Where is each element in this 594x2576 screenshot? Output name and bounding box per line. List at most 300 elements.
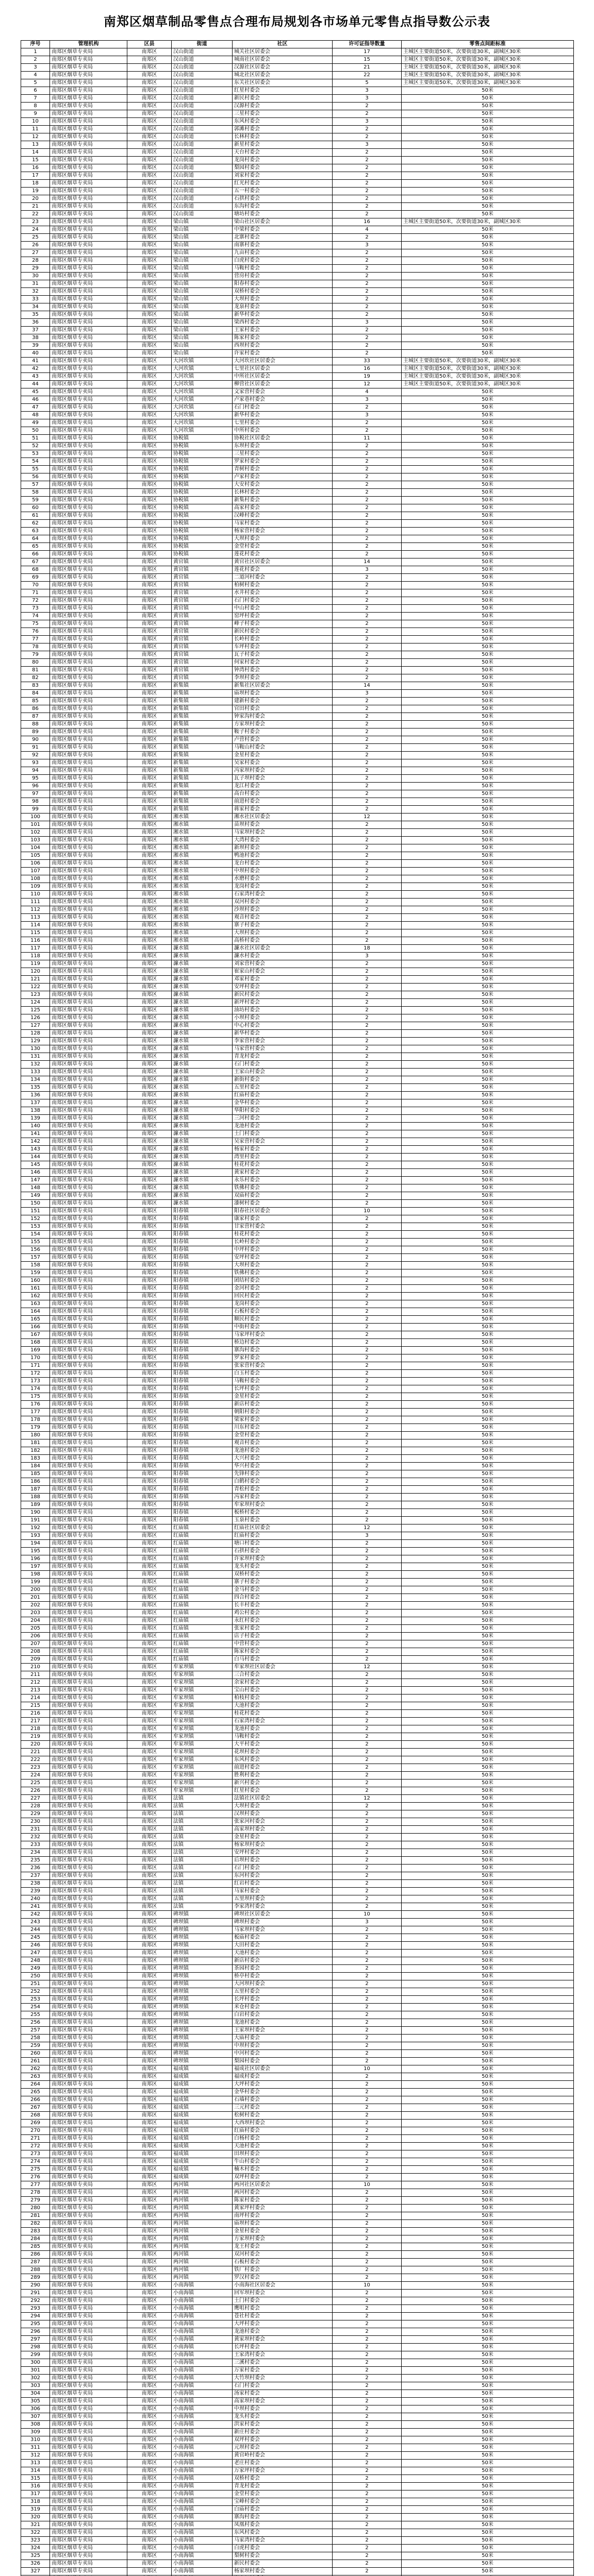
row-index: 66 [21,551,50,558]
row-district: 南郑区 [127,1393,172,1401]
row-district: 南郑区 [127,1285,172,1293]
row-community: 李家营村委会 [233,1038,333,1045]
row-index: 1 [21,48,50,56]
row-community: 冯家坝村委会 [233,767,333,775]
row-index: 89 [21,728,50,736]
row-district: 南郑区 [127,497,172,504]
row-index: 166 [21,1324,50,1331]
row-index: 187 [21,1486,50,1494]
row-community: 楠木村委会 [233,2166,333,2174]
row-community: 营房村委会 [233,273,333,280]
row-street: 新集镇 [172,798,233,806]
row-org: 南郑区烟草专卖局 [50,1965,127,1973]
table-row [21,2405,574,2413]
row-license-count: 2 [333,234,402,242]
row-license-count: 2 [333,1733,402,1741]
row-spacing: 50米 [402,1208,574,1215]
row-street: 福成镇 [172,2120,233,2127]
table-row [21,2035,574,2042]
row-org: 南郑区烟草专卖局 [50,1617,127,1625]
row-street: 新集镇 [172,713,233,721]
row-community: 龙池村委会 [233,2328,333,2336]
row-license-count: 2 [333,2475,402,2483]
row-street: 阳春镇 [172,1354,233,1362]
row-index: 21 [21,203,50,211]
row-community: 石墙村委会 [233,2096,333,2104]
row-district: 南郑区 [127,1045,172,1053]
row-street: 法镇 [172,1841,233,1849]
table-row [21,1184,574,1192]
row-license-count: 33 [333,358,402,365]
row-org: 南郑区烟草专卖局 [50,2506,127,2514]
table-row [21,1401,574,1409]
row-community: 钟家沟村委会 [233,713,333,721]
row-street: 法镇 [172,1803,233,1810]
row-index: 4 [21,72,50,79]
row-spacing: 50米 [402,1725,574,1733]
row-spacing: 50米 [402,1656,574,1664]
row-index: 122 [21,984,50,991]
row-community: 高家坝村委会 [233,1826,333,1834]
row-spacing: 50米 [402,2405,574,2413]
row-district: 南郑区 [127,48,172,56]
row-spacing: 50米 [402,2058,574,2065]
row-index: 5 [21,79,50,87]
table-row [21,1501,574,1509]
row-license-count: 2 [333,1146,402,1154]
row-index: 280 [21,2205,50,2212]
row-community: 前进村委会 [233,1764,333,1772]
row-district: 南郑区 [127,2521,172,2529]
row-street: 小南海镇 [172,2413,233,2421]
row-community: 建新村委会 [233,698,333,705]
row-org: 南郑区烟草专卖局 [50,1439,127,1447]
row-index: 281 [21,2212,50,2220]
row-org: 南郑区烟草专卖局 [50,2382,127,2390]
row-org: 南郑区烟草专卖局 [50,759,127,767]
row-spacing: 50米 [402,875,574,883]
row-license-count: 2 [333,976,402,984]
row-community: 中所村委会 [233,427,333,435]
row-community: 官田村委会 [233,705,333,713]
row-spacing: 50米 [402,1432,574,1439]
row-community: 张家河村委会 [233,1818,333,1826]
row-index: 196 [21,1555,50,1563]
row-org: 南郑区烟草专卖局 [50,690,127,698]
row-street: 汉山街道 [172,95,233,103]
table-row [21,2498,574,2506]
row-license-count: 2 [333,1463,402,1470]
row-street: 小南海镇 [172,2537,233,2545]
row-district: 南郑区 [127,659,172,667]
row-spacing: 50米 [402,489,574,497]
row-index: 101 [21,821,50,829]
row-spacing: 50米 [402,558,574,566]
row-spacing: 50米 [402,1285,574,1293]
table-row [21,1092,574,1099]
row-license-count: 2 [333,582,402,589]
row-street: 黄官镇 [172,589,233,597]
row-district: 南郑区 [127,2081,172,2089]
row-district: 南郑区 [127,1494,172,1501]
row-community: 马家村委会 [233,1888,333,1895]
row-district: 南郑区 [127,1880,172,1888]
row-license-count: 2 [333,2483,402,2490]
row-district: 南郑区 [127,535,172,543]
row-org: 南郑区烟草专卖局 [50,1540,127,1548]
row-street: 小南海镇 [172,2282,233,2290]
row-index: 43 [21,373,50,381]
table-row [21,2521,574,2529]
row-street: 梁山镇 [172,265,233,273]
row-org: 南郑区烟草专卖局 [50,1269,127,1277]
row-license-count: 2 [333,1447,402,1455]
row-spacing: 50米 [402,1602,574,1609]
row-license-count: 2 [333,2568,402,2575]
row-street: 新集镇 [172,736,233,744]
row-community: 安坪村委会 [233,1849,333,1857]
table-row [21,1919,574,1926]
row-license-count: 2 [333,2027,402,2035]
row-index: 317 [21,2490,50,2498]
row-index: 47 [21,404,50,412]
row-index: 68 [21,566,50,574]
row-org: 南郑区烟草专卖局 [50,2235,127,2243]
row-index: 305 [21,2398,50,2405]
row-street: 小南海镇 [172,2375,233,2382]
row-license-count: 2 [333,821,402,829]
row-district: 南郑区 [127,1076,172,1084]
row-district: 南郑区 [127,844,172,852]
row-org: 南郑区烟草专卖局 [50,945,127,953]
row-org: 南郑区烟草专卖局 [50,481,127,489]
row-license-count: 2 [333,613,402,620]
row-license-count: 10 [333,2065,402,2073]
row-spacing: 50米 [402,1671,574,1679]
table-row [21,636,574,643]
row-street: 濂水镇 [172,953,233,960]
row-license-count: 10 [333,1911,402,1919]
row-district: 南郑区 [127,489,172,497]
row-index: 145 [21,1161,50,1169]
row-license-count: 2 [333,860,402,868]
row-org: 南郑区烟草专卖局 [50,651,127,659]
table-row [21,2220,574,2228]
row-license-count: 2 [333,327,402,334]
row-district: 南郑区 [127,798,172,806]
row-district: 南郑区 [127,1973,172,1980]
row-license-count: 2 [333,667,402,674]
row-license-count: 2 [333,2382,402,2390]
row-license-count: 2 [333,2313,402,2320]
row-community: 大坪村委会 [233,2320,333,2328]
row-spacing: 50米 [402,1354,574,1362]
row-street: 小南海镇 [172,2390,233,2398]
row-license-count: 2 [333,450,402,458]
row-spacing: 50米 [402,2336,574,2344]
row-district: 南郑区 [127,1308,172,1316]
table-row [21,1810,574,1818]
row-org: 南郑区烟草专卖局 [50,2328,127,2336]
table-row [21,388,574,396]
row-index: 265 [21,2089,50,2096]
row-org: 南郑区烟草专卖局 [50,1517,127,1524]
row-community: 寨子村委会 [233,1579,333,1586]
row-license-count: 2 [333,1810,402,1818]
table-row [21,1950,574,1957]
row-spacing: 50米 [402,1780,574,1787]
row-org: 南郑区烟草专卖局 [50,2073,127,2081]
row-street: 碑坝镇 [172,2011,233,2019]
row-license-count: 2 [333,103,402,110]
row-index: 6 [21,87,50,95]
row-district: 南郑区 [127,358,172,365]
table-row [21,860,574,868]
row-index: 110 [21,891,50,899]
row-street: 阳春镇 [172,1293,233,1300]
row-index: 34 [21,303,50,311]
row-license-count: 2 [333,1718,402,1725]
row-index: 82 [21,674,50,682]
row-community: 黄家坪村委会 [233,2205,333,2212]
row-index: 248 [21,1957,50,1965]
row-spacing: 50米 [402,257,574,265]
row-street: 汉山街道 [172,157,233,164]
row-org: 南郑区烟草专卖局 [50,2475,127,2483]
row-spacing: 50米 [402,1316,574,1324]
table-row [21,1934,574,1942]
row-org: 南郑区烟草专卖局 [50,2344,127,2351]
row-org: 南郑区烟草专卖局 [50,698,127,705]
row-spacing: 50米 [402,103,574,110]
row-district: 南郑区 [127,883,172,891]
row-license-count: 2 [333,1316,402,1324]
table-row [21,265,574,273]
row-community: 梁山社区居委会 [233,218,333,226]
row-community: 东沟村委会 [233,203,333,211]
row-spacing: 50米 [402,1045,574,1053]
row-license-count: 2 [333,2537,402,2545]
row-org: 南郑区烟草专卖局 [50,1594,127,1602]
row-street: 濂水镇 [172,1115,233,1123]
row-license-count: 2 [333,2158,402,2166]
row-district: 南郑区 [127,1664,172,1671]
row-index: 284 [21,2235,50,2243]
row-district: 南郑区 [127,543,172,551]
row-org: 南郑区烟草专卖局 [50,1772,127,1780]
row-community: 先锋村委会 [233,1470,333,1478]
row-street: 牟家坝镇 [172,1772,233,1780]
row-street: 小南海镇 [172,2529,233,2537]
row-index: 195 [21,1548,50,1555]
row-index: 10 [21,118,50,126]
row-district: 南郑区 [127,1269,172,1277]
row-district: 南郑区 [127,2235,172,2243]
row-spacing: 50米 [402,613,574,620]
row-org: 南郑区烟草专卖局 [50,1741,127,1749]
row-district: 南郑区 [127,1107,172,1115]
row-spacing: 50米 [402,443,574,450]
row-org: 南郑区烟草专卖局 [50,2483,127,2490]
table-row [21,2019,574,2027]
row-district: 南郑区 [127,141,172,149]
row-spacing: 50米 [402,319,574,327]
table-row [21,984,574,991]
row-license-count: 2 [333,1980,402,1988]
row-spacing: 50米 [402,164,574,172]
row-index: 282 [21,2220,50,2228]
row-spacing: 50米 [402,2320,574,2328]
table-row [21,1617,574,1625]
row-community: 土门村委会 [233,2297,333,2305]
row-community: 罗家村委会 [233,1354,333,1362]
row-license-count: 3 [333,1532,402,1540]
row-district: 南郑区 [127,280,172,288]
row-index: 142 [21,1138,50,1146]
row-district: 南郑区 [127,1749,172,1756]
table-row [21,1239,574,1246]
row-street: 阳春镇 [172,1246,233,1254]
row-community: 中坝村委会 [233,868,333,875]
row-license-count: 2 [333,1478,402,1486]
row-org: 南郑区烟草专卖局 [50,582,127,589]
row-street: 协税镇 [172,443,233,450]
table-row [21,1702,574,1710]
table-row [21,1161,574,1169]
row-community: 双桥村委会 [233,2475,333,2483]
row-street: 碑坝镇 [172,2004,233,2011]
row-district: 南郑区 [127,1810,172,1818]
row-street: 牟家坝镇 [172,1687,233,1694]
row-district: 南郑区 [127,1710,172,1718]
table-row [21,2150,574,2158]
row-street: 阳春镇 [172,1308,233,1316]
table-row [21,1942,574,1950]
row-community: 牟家坝社区居委会 [233,1664,333,1671]
row-spacing: 50米 [402,180,574,188]
row-index: 240 [21,1895,50,1903]
row-license-count: 3 [333,141,402,149]
row-street: 黄官镇 [172,667,233,674]
table-row [21,1115,574,1123]
row-district: 南郑区 [127,2351,172,2359]
row-org: 南郑区烟草专卖局 [50,133,127,141]
row-district: 南郑区 [127,72,172,79]
row-spacing: 50米 [402,1926,574,1934]
row-index: 69 [21,574,50,582]
row-license-count: 12 [333,814,402,821]
row-license-count: 2 [333,705,402,713]
row-license-count: 10 [333,2282,402,2290]
table-row [21,1718,574,1725]
row-street: 新集镇 [172,783,233,790]
row-community: 马家坝村委会 [233,1926,333,1934]
row-org: 南郑区烟草专卖局 [50,1834,127,1841]
row-license-count: 2 [333,968,402,976]
row-street: 汉山街道 [172,211,233,218]
row-license-count: 2 [333,481,402,489]
row-license-count: 2 [333,1679,402,1687]
row-license-count: 2 [333,195,402,203]
row-index: 312 [21,2452,50,2460]
row-street: 湘水镇 [172,844,233,852]
row-street: 大河坎镇 [172,419,233,427]
row-community: 湾里村委会 [233,1154,333,1161]
row-license-count: 2 [333,2120,402,2127]
row-community: 汤家村委会 [233,2390,333,2398]
row-community: 双桥村委会 [233,1571,333,1579]
row-district: 南郑区 [127,1555,172,1563]
row-community: 二道河村委会 [233,574,333,582]
row-index: 246 [21,1942,50,1950]
row-index: 2 [21,56,50,64]
row-license-count: 2 [333,1130,402,1138]
row-org: 南郑区烟草专卖局 [50,2405,127,2413]
row-org: 南郑区烟草专卖局 [50,790,127,798]
row-district: 南郑区 [127,775,172,783]
row-spacing: 50米 [402,922,574,929]
table-row [21,2143,574,2150]
row-license-count: 2 [333,1988,402,1996]
row-index: 88 [21,721,50,728]
row-license-count: 2 [333,1540,402,1548]
row-license-count: 2 [333,1780,402,1787]
table-row [21,1710,574,1718]
row-community: 华兴村委会 [233,1463,333,1470]
row-org: 南郑区烟草专卖局 [50,1177,127,1184]
row-district: 南郑区 [127,1942,172,1950]
row-org: 南郑区烟草专卖局 [50,2398,127,2405]
row-license-count: 2 [333,844,402,852]
row-community: 龙岗村委会 [233,157,333,164]
row-org: 南郑区烟草专卖局 [50,296,127,303]
row-index: 37 [21,327,50,334]
row-index: 231 [21,1826,50,1834]
row-spacing: 50米 [402,110,574,118]
row-org: 南郑区烟草专卖局 [50,1501,127,1509]
row-community: 田坝村委会 [233,2150,333,2158]
row-license-count: 2 [333,674,402,682]
row-community: 五里村委会 [233,1084,333,1092]
table-row [21,2181,574,2189]
row-community: 苍社村委会 [233,2313,333,2320]
row-license-count: 2 [333,2514,402,2521]
row-community: 罗家村委会 [233,458,333,466]
row-street: 红庙镇 [172,1656,233,1664]
row-index: 277 [21,2181,50,2189]
row-index: 70 [21,582,50,589]
row-license-count: 2 [333,1285,402,1293]
table-row [21,2274,574,2282]
table-row [21,752,574,759]
row-org: 南郑区烟草专卖局 [50,2035,127,2042]
row-community: 马鞍村委会 [233,1378,333,1385]
row-spacing: 50米 [402,1099,574,1107]
row-street: 黄官镇 [172,659,233,667]
row-spacing: 50米 [402,1849,574,1857]
row-license-count: 2 [333,1138,402,1146]
row-spacing: 50米 [402,1865,574,1872]
row-org: 南郑区烟草专卖局 [50,1486,127,1494]
row-index: 59 [21,497,50,504]
row-spacing: 50米 [402,481,574,489]
row-spacing: 50米 [402,744,574,752]
row-license-count: 2 [333,2228,402,2235]
row-community: 龙泉村委会 [233,303,333,311]
row-org: 南郑区烟草专卖局 [50,1045,127,1053]
row-org: 南郑区烟草专卖局 [50,528,127,535]
row-community: 水井村委会 [233,589,333,597]
